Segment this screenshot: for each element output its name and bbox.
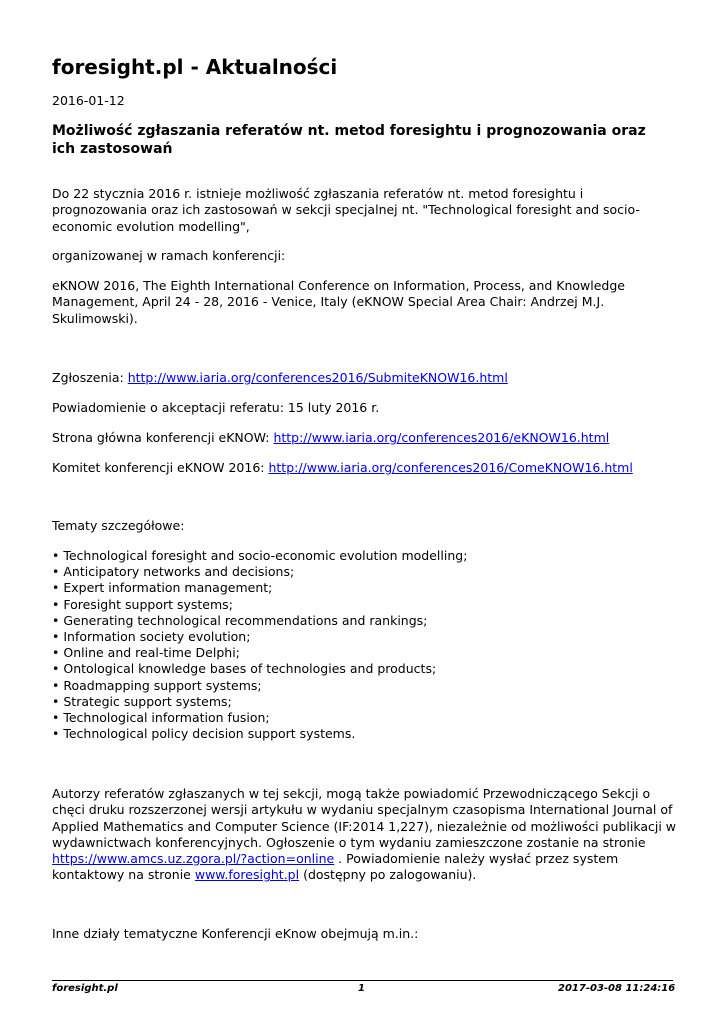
homepage-link[interactable]: http://www.iaria.org/conferences2016/eKNOW16.html [273,430,610,445]
topics-heading: Tematy szczegółowe: [52,518,185,533]
list-item: • Technological policy decision support systems. [52,726,677,742]
footer-divider [52,980,673,981]
conference-paragraph: eKNOW 2016, The Eighth International Conference on Information, Process, and Knowledge Management, April 24 - 28, 2016 - Venice, Italy (eKNOW Special Area Chair: Andrzej M.J. Skulimowski). [52,278,625,326]
list-item: • Foresight support systems; [52,597,677,613]
list-item: • Generating technological recommendations and rankings; [52,613,677,629]
amcs-link[interactable]: https://www.amcs.uz.zgora.pl/?action=online [52,851,335,867]
article-title: Możliwość zgłaszania referatów nt. metod foresightu i prognozowania oraz ich zastosowań [52,123,646,157]
committee-label: Komitet konferencji eKNOW 2016: [52,460,269,475]
submissions-link[interactable]: http://www.iaria.org/conferences2016/SubmiteKNOW16.html [127,370,508,385]
committee-line [52,460,677,476]
other-topics-line: Inne działy tematyczne Konferencji eKnow obejmują m.in.: [52,926,419,941]
intro-paragraph: Do 22 stycznia 2016 r. istnieje możliwość zgłaszania referatów nt. metod foresightu i prognozowania oraz ich zastosowań w sekcji specjalnej nt. "Technological foresight and socio-economic evolution modelling", [52,186,640,234]
organized-paragraph: organizowanej w ramach konferencji: [52,248,286,263]
submissions-line [52,370,677,386]
committee-link[interactable]: http://www.iaria.org/conferences2016/ComeKNOW16.html [268,460,633,475]
homepage-label: Strona główna konferencji eKNOW: [52,430,274,445]
list-item: • Strategic support systems; [52,694,677,710]
footer-site: foresight.pl [52,983,118,994]
footer-page-number: 1 [358,983,365,994]
foresight-link[interactable]: www.foresight.pl [194,867,300,883]
authors-text-3: (dostępny po zalogowaniu). [299,867,477,883]
footer-timestamp: 2017-03-08 11:24:16 [558,983,676,994]
page-title: foresight.pl - Aktualności [52,55,338,79]
authors-text: Autorzy referatów zgłaszanych w tej sekcji, mogą także powiadomić Przewodniczącego Sekcji o chęci druku rozszerzonej wersji artykułu w wydaniu specjalnym czasopisma International Journal of Applied Mathematics and Computer Science (IF:2014 1,227), niezależnie od możliwości publikacji w wydawnictwach konferencyjnych. Ogłoszenie o tym wydaniu zamieszczone zostanie na stronie [52,786,677,850]
homepage-line [52,430,677,446]
notification-line: Powiadomienie o akceptacji referatu: 15 luty 2016 r. [52,400,380,415]
list-item: • Online and real-time Delphi; [52,645,677,661]
topics-list [52,548,677,742]
submissions-label: Zgłoszenia: [52,370,128,385]
list-item: • Technological foresight and socio-economic evolution modelling; [52,548,677,564]
publication-date: 2016-01-12 [52,93,125,108]
authors-paragraph [52,786,677,884]
list-item: • Information society evolution; [52,629,677,645]
authors-text-2: . Powiadomienie należy wysłać przez system kontaktowy na stronie [52,851,619,883]
list-item: • Anticipatory networks and decisions; [52,564,677,580]
list-item: • Roadmapping support systems; [52,678,677,694]
list-item: • Technological information fusion; [52,710,677,726]
list-item: • Ontological knowledge bases of technologies and products; [52,661,677,677]
list-item: • Expert information management; [52,580,677,596]
